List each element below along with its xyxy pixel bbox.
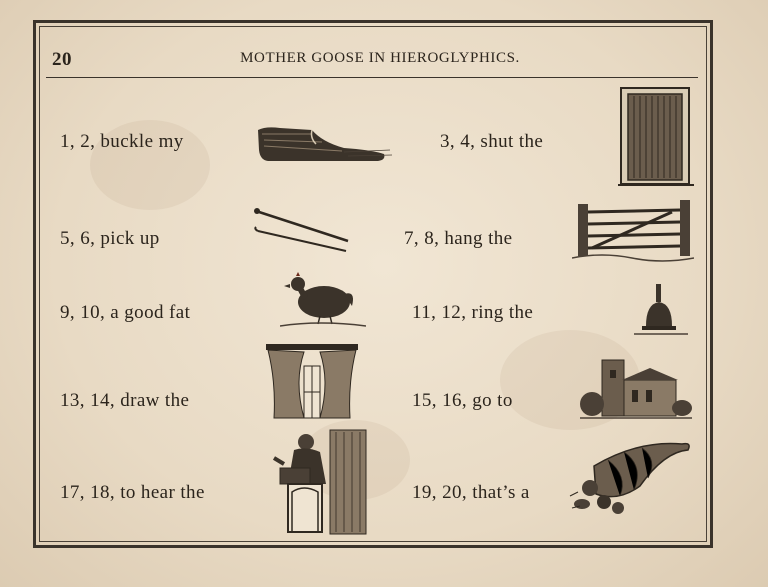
hen-illustration bbox=[280, 266, 366, 330]
gate-illustration bbox=[572, 198, 694, 262]
verse-17-18: 17, 18, to hear the bbox=[60, 482, 205, 503]
verse-7-8: 7, 8, hang the bbox=[404, 228, 513, 249]
clerk-illustration bbox=[270, 428, 370, 536]
verse-19-20: 19, 20, that’s a bbox=[412, 482, 530, 503]
shoe-illustration bbox=[252, 120, 392, 165]
verse-11-12: 11, 12, ring the bbox=[412, 302, 534, 323]
sticks-illustration bbox=[252, 205, 352, 255]
curtain-illustration bbox=[264, 342, 360, 422]
bell-illustration bbox=[632, 282, 690, 336]
header-rule bbox=[46, 77, 698, 78]
page-title: MOTHER GOOSE IN HIEROGLYPHICS. bbox=[240, 50, 520, 66]
page-number: 20 bbox=[52, 49, 72, 70]
verse-3-4: 3, 4, shut the bbox=[440, 131, 544, 152]
door-illustration bbox=[618, 86, 694, 188]
verse-15-16: 15, 16, go to bbox=[412, 390, 513, 411]
verse-9-10: 9, 10, a good fat bbox=[60, 302, 191, 323]
church-illustration bbox=[580, 356, 692, 420]
cornucopia-illustration bbox=[568, 436, 694, 520]
verse-13-14: 13, 14, draw the bbox=[60, 390, 190, 411]
verse-5-6: 5, 6, pick up bbox=[60, 228, 160, 249]
verse-1-2: 1, 2, buckle my bbox=[60, 131, 184, 152]
